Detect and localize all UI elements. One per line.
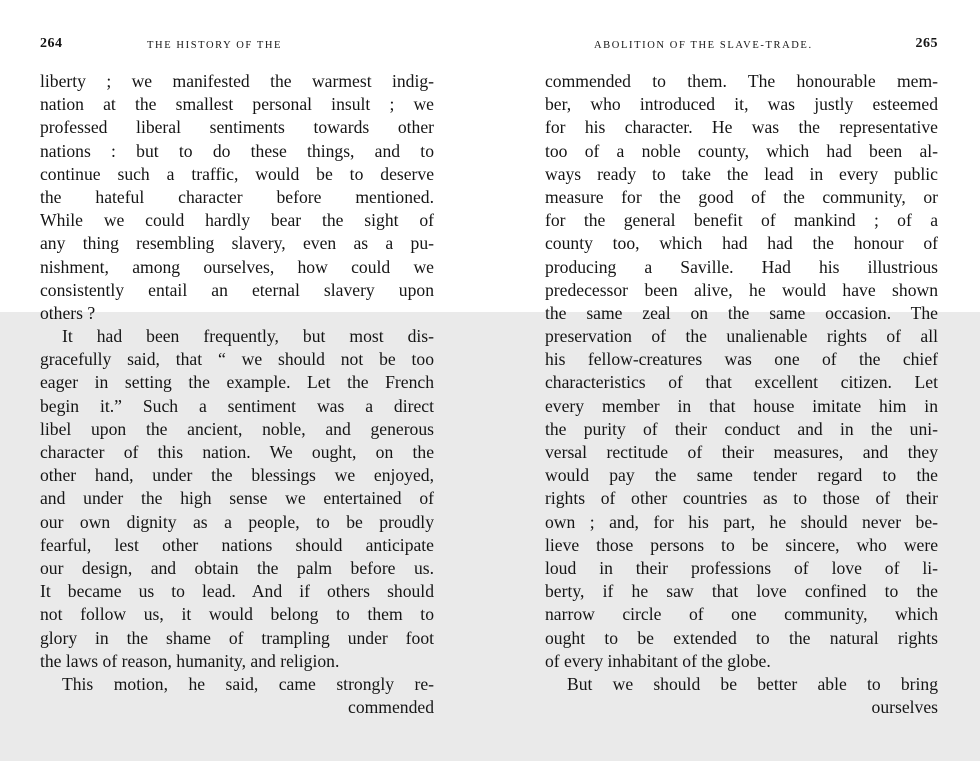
text-line: would pay the same tender regard to the xyxy=(545,465,938,486)
text-line: This motion, he said, came strongly re- xyxy=(62,673,434,694)
text-line: his fellow-creatures was one of the chief xyxy=(545,349,938,370)
text-line: consistently entail an eternal slavery upon xyxy=(40,279,434,300)
text-line: and under the high sense we entertained of xyxy=(40,488,434,509)
text-line: versal rectitude of their measures, and they xyxy=(545,442,938,462)
text-line: for his character. He was the representative xyxy=(545,117,938,138)
text-line: characteristics of that excellent citizen. Let xyxy=(545,372,938,393)
left-page-text xyxy=(40,70,434,719)
catchword: ourselves xyxy=(871,697,938,718)
text-line: nishment, among ourselves, how could we xyxy=(40,256,434,277)
text-line: begin it.” Such a sentiment was a direct xyxy=(40,395,434,416)
text-line: narrow circle of one community, which xyxy=(545,604,938,625)
text-line: commended to them. The honourable mem- xyxy=(545,71,938,91)
text-line: continue such a traffic, would be to deserve xyxy=(40,163,434,184)
text-line: While we could hardly bear the sight of xyxy=(40,210,434,231)
text-line: It became us to lead. And if others should xyxy=(40,581,434,602)
text-line: nation at the smallest personal insult ; we xyxy=(40,94,434,115)
text-line: berty, if he saw that love confined to the xyxy=(545,581,938,602)
left-page-header xyxy=(40,0,434,51)
text-line: county too, which had had the honour of xyxy=(545,233,938,254)
text-line: gracefully said, that “ we should not be too xyxy=(40,349,434,370)
text-line: measure for the good of the community, or xyxy=(545,186,938,207)
text-line: loud in their professions of love of li- xyxy=(545,557,938,578)
text-line: any thing resembling slavery, even as a pu- xyxy=(40,233,434,254)
text-line: too of a noble county, which had been al- xyxy=(545,140,938,161)
text-line: for the general benefit of mankind ; of a xyxy=(545,210,938,231)
right-running-head: ABOLITION OF THE SLAVE-TRADE. xyxy=(594,40,813,51)
right-page xyxy=(545,0,938,718)
text-line: eager in setting the example. Let the French xyxy=(40,372,434,393)
text-line: our own dignity as a people, to be proudly xyxy=(40,511,434,532)
text-line: professed liberal sentiments towards other xyxy=(40,117,434,138)
text-line: every member in that house imitate him in xyxy=(545,395,938,416)
text-line: ber, who introduced it, was justly esteemed xyxy=(545,94,938,115)
text-line: producing a Saville. Had his illustrious xyxy=(545,256,938,277)
text-line: the laws of reason, humanity, and religion. xyxy=(40,650,340,671)
text-line: fearful, lest other nations should anticipate xyxy=(40,534,434,555)
text-line: lieve those persons to be sincere, who were xyxy=(545,534,938,555)
right-page-text xyxy=(545,70,938,719)
text-line: ways ready to take the lead in every public xyxy=(545,163,938,184)
text-line: ought to be extended to the natural rights xyxy=(545,627,938,648)
text-line: predecessor been alive, he would have shown xyxy=(545,279,938,300)
left-page-number: 264 xyxy=(40,36,63,51)
text-line: But we should be better able to bring xyxy=(567,673,938,694)
text-line: nations : but to do these things, and to xyxy=(40,140,434,161)
text-line: rights of other countries as to those of their xyxy=(545,488,938,509)
text-line: of every inhabitant of the globe. xyxy=(545,650,771,671)
left-page xyxy=(40,0,434,718)
text-line: libel upon the ancient, noble, and generous xyxy=(40,418,434,439)
text-line: our design, and obtain the palm before us. xyxy=(40,557,434,578)
catchword: commended xyxy=(348,697,434,718)
text-line: glory in the shame of trampling under foot xyxy=(40,627,434,648)
text-line: liberty ; we manifested the warmest indig- xyxy=(40,71,434,91)
text-line: the purity of their conduct and in the uni- xyxy=(545,418,938,439)
right-page-number: 265 xyxy=(915,36,938,51)
text-line: preservation of the unalienable rights of all xyxy=(545,326,938,347)
text-line: character of this nation. We ought, on the xyxy=(40,442,434,462)
text-line: other hand, under the blessings we enjoyed, xyxy=(40,465,434,486)
text-line: the same zeal on the same occasion. The xyxy=(545,302,938,323)
left-running-head: THE HISTORY OF THE xyxy=(147,40,283,51)
text-line: the hateful character before mentioned. xyxy=(40,186,434,207)
text-line: own ; and, for his part, he should never be- xyxy=(545,511,938,532)
text-line: It had been frequently, but most dis- xyxy=(62,326,434,347)
text-line: not follow us, it would belong to them to xyxy=(40,604,434,625)
right-page-header xyxy=(545,0,938,51)
text-line: others ? xyxy=(40,302,96,323)
